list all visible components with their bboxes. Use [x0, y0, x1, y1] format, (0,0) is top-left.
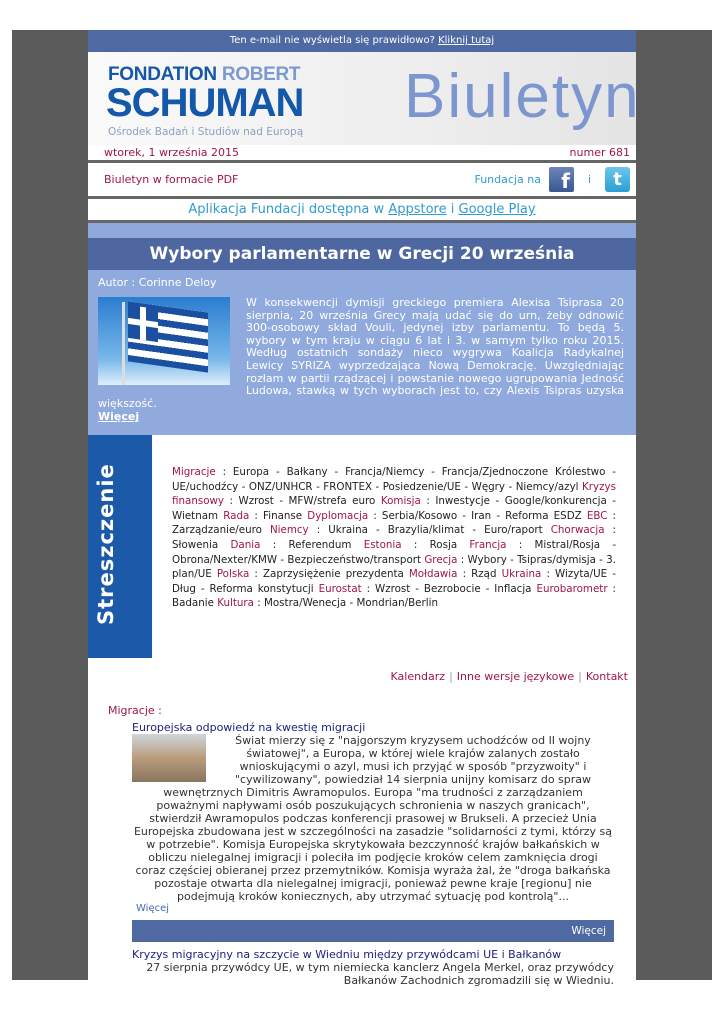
summary-items[interactable]: Referendum: [288, 538, 352, 551]
news-title[interactable]: Kryzys migracyjny na szczycie w Wiedniu między przywódcami UE i Bałkanów: [132, 948, 562, 961]
summary-category[interactable]: Rada: [223, 509, 250, 522]
summary-items[interactable]: Wzrost - MFW/strefa euro: [238, 495, 376, 508]
news-more-link[interactable]: Więcej: [136, 903, 170, 914]
view-online-bar: [88, 30, 636, 52]
summary-sidebar: [88, 435, 152, 658]
view-online-text: Ten e-mail nie wyświetla się prawidłowo?: [229, 35, 435, 46]
date-row: [88, 145, 636, 163]
summary-items[interactable]: Rosja: [429, 538, 458, 551]
spacer: [88, 223, 636, 238]
calendar-link[interactable]: Kalendarz: [390, 670, 446, 683]
footer-links: Kalendarz | Inne wersje językowe | Kontakt: [390, 670, 628, 683]
twitter-icon[interactable]: t: [605, 167, 630, 192]
summary-items[interactable]: Finanse: [263, 509, 303, 522]
news-body: Świat mierzy się z "najgorszym kryzysem uchodźców od II wojny światowej", a Europa, w której wiele krajów zalanych zostało wnioskującymi o azyl, musi ich przyjąć w sposób "przyzwoity" i "cywilizowany", powiedział 14 sierpnia unijny komisarz do spraw wewnętrznych Dimitris Awramopulos. Europa "ma trudności z zarządzaniem poważnymi napływami osób poszukujących schronienia w naszych granicach", stwierdził Awramopulos podczas konferencji prasowej w Brukseli. A przecież Unia Europejska zbudowana jest w szczególności na zasadzie "solidarności z tymi, którzy są w potrzebie". Komisja Europejska skrytykowała bezczynność krajów bałkańskich w obliczu nielegalnej imigracji i poleciła im podjęcie kroków celem zamknięcia drogi coraz częściej obieranej przez przemytników. Komisja wyraża żal, że "droga bałkańska pozostaje otwarta dla nielegalnej imigracji, ponieważ pewne kraje [regionu] nie podejmują kroków koniecznych, aby utrzymać sytuację pod kontrolą"...: [133, 734, 613, 903]
summary-category[interactable]: Dyplomacja: [307, 509, 369, 522]
summary-category[interactable]: Eurostat: [318, 582, 362, 595]
news-image: [132, 734, 206, 782]
summary-category[interactable]: Kultura: [217, 597, 254, 610]
lead-title: Wybory parlamentarne w Grecji 20 września: [88, 238, 636, 270]
summary-items[interactable]: Mistral/Rosja - Obrona/Nexter/KMW - Bezpieczeństwo/transport: [172, 538, 617, 566]
view-online-link[interactable]: Kliknij tutaj: [438, 35, 495, 46]
pdf-link[interactable]: Biuletyn w formacie PDF: [104, 173, 239, 186]
summary-category[interactable]: Niemcy: [269, 524, 309, 537]
migration-section: [88, 696, 636, 987]
summary-category[interactable]: Chorwacja: [550, 524, 605, 537]
summary-items[interactable]: Wzrost - Bezrobocie - Inflacja: [375, 582, 532, 595]
app-row: [88, 199, 636, 223]
header-banner: [88, 52, 641, 145]
summary-category[interactable]: Estonia: [363, 538, 402, 551]
summary-category[interactable]: Ukraina: [501, 568, 542, 581]
newsletter-title: Biuletyn: [404, 62, 641, 131]
logo-subtitle: Ośrodek Badań i Studiów nad Europą: [108, 126, 304, 138]
summary-category[interactable]: Francja: [469, 538, 507, 551]
issue-number: numer 681: [569, 146, 630, 159]
summary-items[interactable]: Badanie: [172, 597, 214, 610]
social-label: Fundacja na: [474, 173, 541, 186]
section-more-bar[interactable]: Więcej: [132, 920, 614, 942]
google-play-link[interactable]: Google Play: [458, 202, 536, 217]
facebook-icon[interactable]: f: [549, 167, 574, 192]
news-body: 27 sierpnia przywódcy UE, w tym niemiecka kanclerz Angela Merkel, oraz przywódcy Bałkanów Zachodnich zgromadzili się w Wiedniu.: [146, 961, 614, 987]
social-and: i: [587, 173, 591, 186]
summary-items[interactable]: Mostra/Wenecja - Mondrian/Berlin: [263, 597, 438, 610]
summary-items[interactable]: Słowenia: [172, 538, 219, 551]
summary-items[interactable]: Europa - Bałkany - Francja/Niemcy - Francja/Zjednoczone Królestwo - UE/uchodźcy - ONZ/UNHCR - FRONTEX - Posiedzenie/UE - Węgry - Niemcy/azyl: [172, 466, 617, 493]
logo[interactable]: FONDATION ROBERT: [108, 64, 301, 85]
lead-body: W konsekwencji dymisji greckiego premiera Alexisa Tsiprasa 20 sierpnia, 20 września Grecy mają udać się do urn, żeby odnowić 300-osobowy skład Vouli, jedynej izby parlamentu. To będą 5. wybory w tym kraju w ciągu 6 lat i 3. w samym tylko roku 2015. Według ostatnich sondaży nieco wygrywa Koalicja Radykalnej Lewicy SYRIZA wyprzedzająca Nową Demokrację. Uwzględniając rozłam w partii rządzącej i powstanie nowego ugrupowania Jedność Ludowa, stawką w tych wyborach jest to, czy Alexis Tsipras uzyska większość.: [98, 296, 624, 410]
summary-items[interactable]: Wybory - Tsipras/dymisja - 3. plan/UE: [172, 553, 617, 581]
newsletter: [88, 30, 641, 987]
app-text: Aplikacja Fundacji dostępna w: [188, 202, 385, 217]
news-title[interactable]: Europejska odpowiedź na kwestię migracji: [132, 721, 366, 734]
summary-items[interactable]: Zarządzanie/euro: [172, 524, 262, 537]
summary-category[interactable]: Komisja: [380, 495, 421, 508]
issue-date: wtorek, 1 września 2015: [104, 146, 239, 159]
lead-more-link[interactable]: Więcej: [98, 410, 140, 424]
summary-list: Migracje : Europa - Bałkany - Francja/Niemcy - Francja/Zjednoczone Królestwo - UE/uchodźcy - ONZ/UNHCR - FRONTEX - Posiedzenie/UE - Węgry - Niemcy/azyl Kryzys finansowy : Wzrost - MFW/strefa euro Komisja : Inwestycje - Google/konkurencja - Wietnam Rada : Finanse Dyplomacja : Serbia/Kosowo - Iran - Reforma ESDZ EBC : Zarządzanie/euro Niemcy : Ukraina - Brazylia/klimat - Euro/raport Chorwacja : Słowenia Dania : Referendum Estonia : Rosja Francja : Mistral/Rosja - Obrona/Nexter/KMW - Bezpieczeństwo/transport Grecja : Wybory - Tsipras/dymisja - 3. plan/UE Polska : Zaprzysiężenie prezydenta Mołdawia : Rząd Ukraina : Wizyta/UE - Dług - Reforma konstytucji Eurostat : Wzrost - Bezrobocie - Inflacja Eurobarometr : Badanie Kultura : Mostra/Wenecja - Mondrian/Berlin: [172, 466, 617, 610]
summary-items[interactable]: Wizyta/UE - Dług - Reforma konstytucji: [172, 568, 616, 595]
summary-category[interactable]: Grecja: [424, 553, 458, 566]
pdf-row: [88, 163, 636, 199]
summary-items[interactable]: Ukraina - Brazylia/klimat - Euro/raport: [328, 524, 543, 537]
summary-heading: Streszczenie: [94, 463, 118, 625]
section-title: Migracje :: [108, 704, 162, 717]
summary-items[interactable]: Serbia/Kosowo - Iran - Reforma ESDZ: [381, 509, 582, 522]
summary-category[interactable]: EBC: [586, 509, 608, 522]
lead-article: [88, 270, 636, 435]
summary-items[interactable]: Rząd: [471, 568, 497, 581]
social-links: [474, 167, 630, 192]
greek-flag-image: [98, 297, 230, 385]
logo-schuman: SCHUMAN: [106, 81, 304, 125]
summary-category[interactable]: Dania: [230, 538, 261, 551]
summary-category[interactable]: Mołdawia: [408, 568, 458, 581]
summary-category[interactable]: Eurobarometr: [536, 582, 608, 595]
summary-section: [88, 435, 636, 658]
summary-items[interactable]: Inwestycje - Google/konkurencja - Wietnam: [172, 495, 617, 522]
contact-link[interactable]: Kontakt: [585, 670, 628, 683]
summary-category[interactable]: Migracje: [172, 466, 216, 478]
summary-category[interactable]: Kryzys finansowy: [172, 480, 616, 508]
app-and: i: [450, 202, 455, 217]
summary-items[interactable]: Zaprzysiężenie prezydenta: [262, 568, 404, 581]
lead-author: Autor : Corinne Deloy: [98, 276, 217, 289]
appstore-link[interactable]: Appstore: [388, 202, 447, 217]
summary-category[interactable]: Polska: [216, 568, 250, 581]
languages-link[interactable]: Inne wersje językowe: [456, 670, 575, 683]
